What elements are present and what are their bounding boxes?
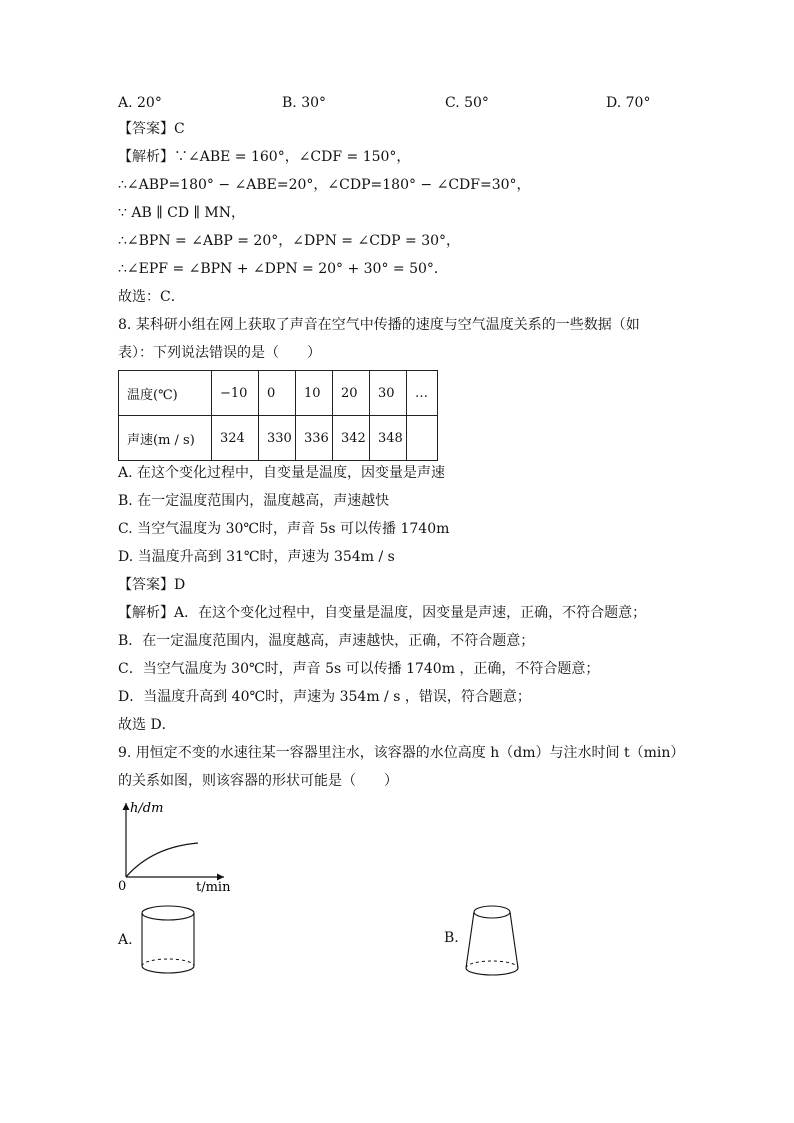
q8-option-b: B. 在一定温度范围内，温度越高，声速越快 [118,493,390,509]
frustum-container-icon [460,902,524,980]
cylinder-container-icon [136,902,200,980]
q7-option-b: B. 30° [282,95,327,111]
q7-option-a: A. 20° [118,95,162,111]
table-cell: 348 [370,416,407,461]
q9-stem-line: 的关系如图，则该容器的形状可能是（ ） [118,773,398,789]
table-cell: 324 [212,416,259,461]
q7-analysis-line: 【解析】∵∠ABE = 160°，∠CDF = 150°， [118,149,411,165]
q8-analysis-line: 【解析】A．在这个变化过程中，自变量是温度，因变量是声速，正确，不符合题意； [118,605,647,621]
q8-answer: 【答案】D [118,577,186,593]
table-header-cell: 声速(m / s) [119,416,212,461]
q8-option-d: D. 当温度升高到 31℃时，声速为 354m / s [118,549,395,565]
q7-conclusion: 故选：C． [118,289,185,305]
water-level-curve [126,843,198,877]
table-header-cell: 温度(℃) [119,371,212,416]
q9-graph [112,795,232,895]
table-cell: 0 [259,371,296,416]
table-cell: 30 [370,371,407,416]
q7-analysis-line: ∵ AB ∥ CD ∥ MN， [118,205,246,221]
q8-conclusion: 故选 D． [118,717,176,733]
table-cell: −10 [212,371,259,416]
q7-option-d: D. 70° [606,95,651,111]
q7-option-c: C. 50° [445,95,489,111]
q8-option-a: A. 在这个变化过程中，自变量是温度，因变量是声速 [118,465,446,481]
table-cell [407,416,438,461]
table-cell: 20 [333,371,370,416]
table-cell: … [407,371,438,416]
table-row [119,416,438,461]
table-cell: 10 [296,371,333,416]
q8-option-c: C. 当空气温度为 30℃时，声音 5s 可以传播 1740m [118,521,450,537]
x-axis-label: t/min [196,880,231,895]
q8-analysis-line: C．当空气温度为 30℃时，声音 5s 可以传播 1740m ，正确，不符合题意； [118,661,600,677]
q7-answer: 【答案】C [118,121,185,137]
table-cell: 342 [333,416,370,461]
q8-stem-line: 8. 某科研小组在网上获取了声音在空气中传播的速度与空气温度关系的一些数据（如 [118,317,640,333]
y-axis-label: h/dm [130,801,164,816]
q8-analysis-line: B．在一定温度范围内，温度越高，声速越快，正确，不符合题意； [118,633,535,649]
table-row [119,371,438,416]
q9-stem-line: 9. 用恒定不变的水速往某一容器里注水，该容器的水位高度 h（dm）与注水时间 t（min） [118,745,685,761]
q8-stem-line: 表）：下列说法错误的是（ ） [118,345,321,361]
q7-analysis-line: ∴∠ABP=180° − ∠ABE=20°，∠CDP=180° − ∠CDF=30°， [118,177,531,193]
table-cell: 330 [259,416,296,461]
origin-label: 0 [118,879,127,894]
q8-data-table [118,370,438,461]
q9-option-a-label: A. [118,932,133,948]
table-cell: 336 [296,416,333,461]
q9-option-b-label: B. [444,930,459,946]
q7-analysis-line: ∴∠BPN = ∠ABP = 20°，∠DPN = ∠CDP = 30°， [118,233,461,249]
q8-analysis-line: D．当温度升高到 40℃时，声速为 354m / s ，错误，符合题意； [118,689,531,705]
q7-analysis-line: ∴∠EPF = ∠BPN + ∠DPN = 20° + 30° = 50°． [118,261,448,277]
